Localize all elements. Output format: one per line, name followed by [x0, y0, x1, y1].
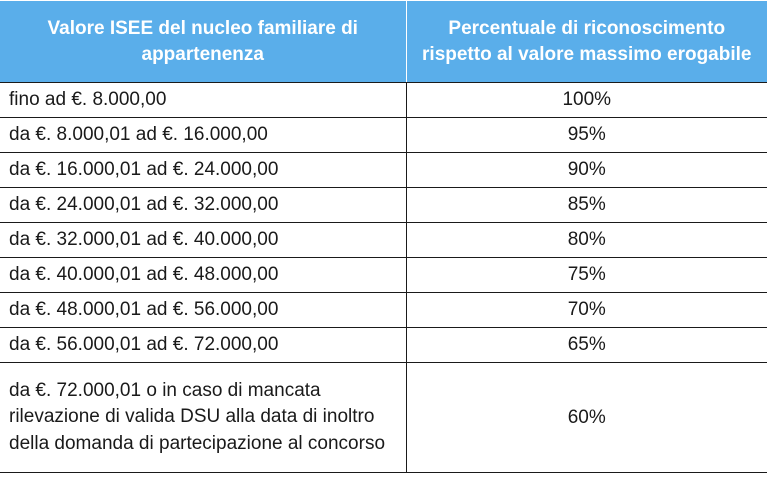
- table-row: [0, 118, 767, 153]
- percentage-cell: 85%: [406, 188, 767, 223]
- table-row: [0, 328, 767, 363]
- isee-range-cell: da €. 16.000,01 ad €. 24.000,00: [0, 153, 406, 188]
- percentage-cell: 95%: [406, 118, 767, 153]
- percentage-cell: 75%: [406, 258, 767, 293]
- table-header: [0, 1, 767, 83]
- percentage-cell: 90%: [406, 153, 767, 188]
- isee-range-cell: da €. 8.000,01 ad €. 16.000,00: [0, 118, 406, 153]
- table-row: [0, 223, 767, 258]
- table-row: [0, 188, 767, 223]
- header-isee-value: Valore ISEE del nucleo familiare di appartenenza: [0, 1, 406, 83]
- percentage-cell: 60%: [406, 363, 767, 473]
- table-row: [0, 153, 767, 188]
- isee-range-cell: da €. 56.000,01 ad €. 72.000,00: [0, 328, 406, 363]
- table-row: [0, 258, 767, 293]
- percentage-cell: 70%: [406, 293, 767, 328]
- isee-range-cell: da €. 72.000,01 o in caso di mancata rilevazione di valida DSU alla data di inoltro della domanda di partecipazione al concorso: [0, 363, 406, 473]
- isee-range-cell: da €. 40.000,01 ad €. 48.000,00: [0, 258, 406, 293]
- table-body: [0, 83, 767, 473]
- table-row: [0, 83, 767, 118]
- isee-range-cell: da €. 24.000,01 ad €. 32.000,00: [0, 188, 406, 223]
- isee-range-cell: da €. 48.000,01 ad €. 56.000,00: [0, 293, 406, 328]
- percentage-cell: 65%: [406, 328, 767, 363]
- isee-range-cell: fino ad €. 8.000,00: [0, 83, 406, 118]
- table-row: [0, 293, 767, 328]
- header-percentage: Percentuale di riconoscimento rispetto al valore massimo erogabile: [406, 1, 767, 83]
- percentage-cell: 80%: [406, 223, 767, 258]
- isee-range-cell: da €. 32.000,01 ad €. 40.000,00: [0, 223, 406, 258]
- percentage-cell: 100%: [406, 83, 767, 118]
- table-row: [0, 363, 767, 473]
- header-row: [0, 1, 767, 83]
